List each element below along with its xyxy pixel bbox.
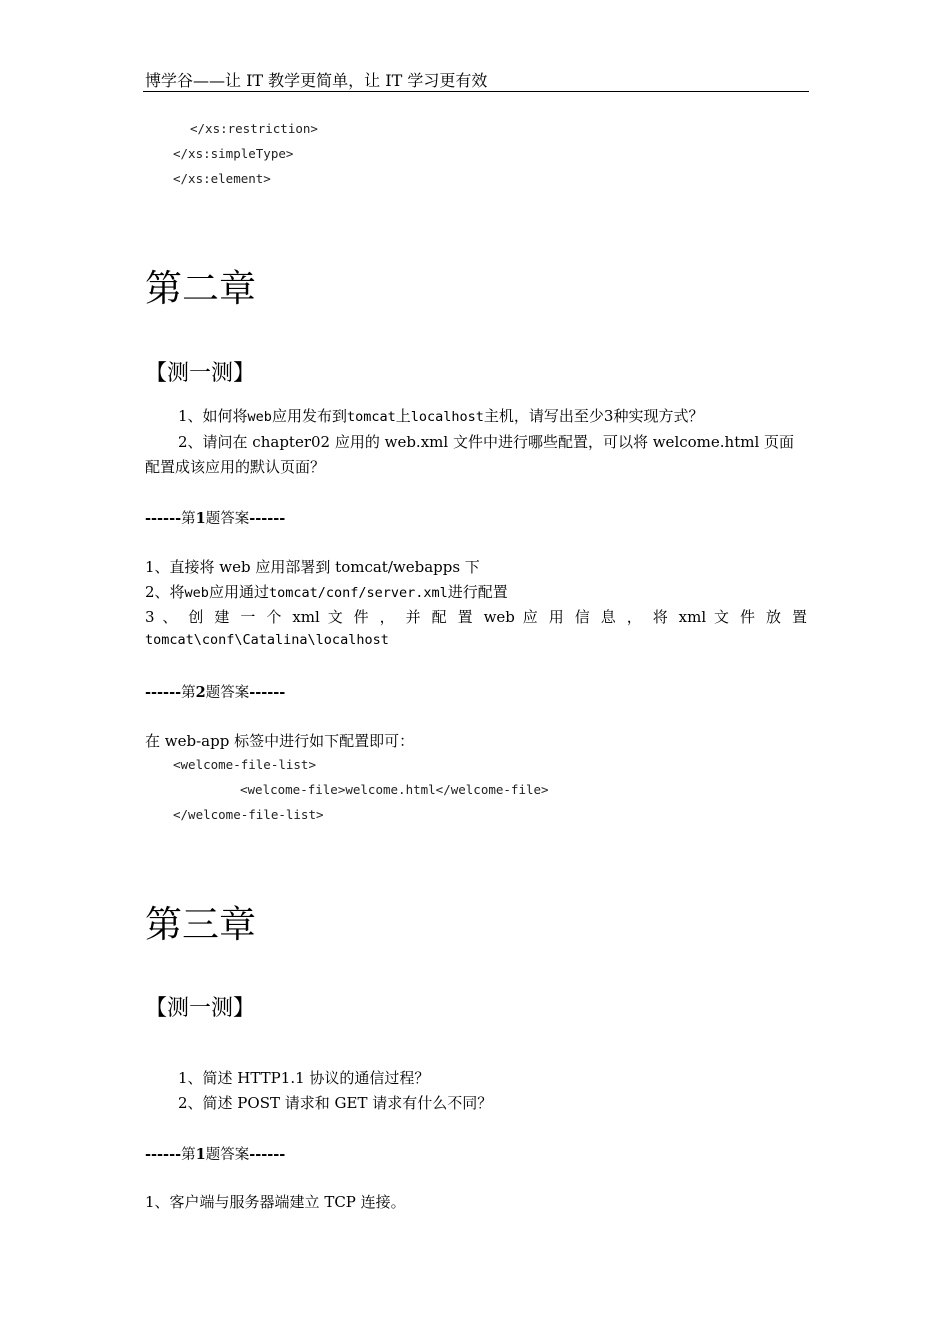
chapter-3-title: 第三章 (145, 903, 256, 946)
ch3-answer-1-line-1: 1、客户端与服务器端建立 TCP 连接。 (145, 1193, 406, 1211)
ch2-answer-1-line-2: 2、将web应用通过tomcat/conf/server.xml进行配置 (145, 583, 508, 601)
code-line-element: </xs:element> (173, 171, 271, 186)
ch2-answer-2-intro: 在 web-app 标签中进行如下配置即可： (145, 732, 415, 750)
ch2-question-1: 1、如何将web应用发布到tomcat上localhost主机，请写出至少3种实现方式？ (178, 407, 704, 425)
ch2-answer-1-line-1: 1、直接将 web 应用部署到 tomcat/webapps 下 (145, 558, 480, 576)
ch2-answer-1-heading: ------第1题答案------ (145, 510, 286, 527)
code-welcome-file: <welcome-file>welcome.html</welcome-file> (240, 782, 549, 797)
ch3-question-2: 2、简述 POST 请求和 GET 请求有什么不同？ (178, 1094, 493, 1112)
header-rule (143, 91, 809, 92)
ch2-question-2-line-2: 配置成该应用的默认页面？ (145, 458, 326, 476)
code-welcome-file-list-open: <welcome-file-list> (173, 757, 316, 772)
chapter-2-title: 第二章 (145, 267, 256, 310)
chapter-2-test-heading: 【测一测】 (145, 361, 256, 386)
ch2-answer-1-line-4: tomcat\conf\Catalina\localhost (145, 632, 389, 648)
chapter-3-test-heading: 【测一测】 (145, 996, 256, 1021)
code-line-restriction: </xs:restriction> (190, 121, 318, 136)
ch3-question-1: 1、简述 HTTP1.1 协议的通信过程？ (178, 1069, 430, 1087)
code-line-simpletype: </xs:simpleType> (173, 146, 294, 161)
code-welcome-file-list-close: </welcome-file-list> (173, 807, 324, 822)
ch2-answer-1-line-3: 3 、 创 建 一 个 xml 文 件 ， 并 配 置 web 应 用 信 息 ， 将 xml 文 件 放 置 (145, 608, 807, 626)
ch3-answer-1-heading: ------第1题答案------ (145, 1146, 286, 1163)
ch2-question-2-line-1: 2、请问在 chapter02 应用的 web.xml 文件中进行哪些配置，可以将 welcome.html 页面 (178, 433, 795, 451)
page-header: 博学谷——让 IT 教学更简单，让 IT 学习更有效 (145, 71, 488, 90)
ch2-answer-2-heading: ------第2题答案------ (145, 684, 286, 701)
